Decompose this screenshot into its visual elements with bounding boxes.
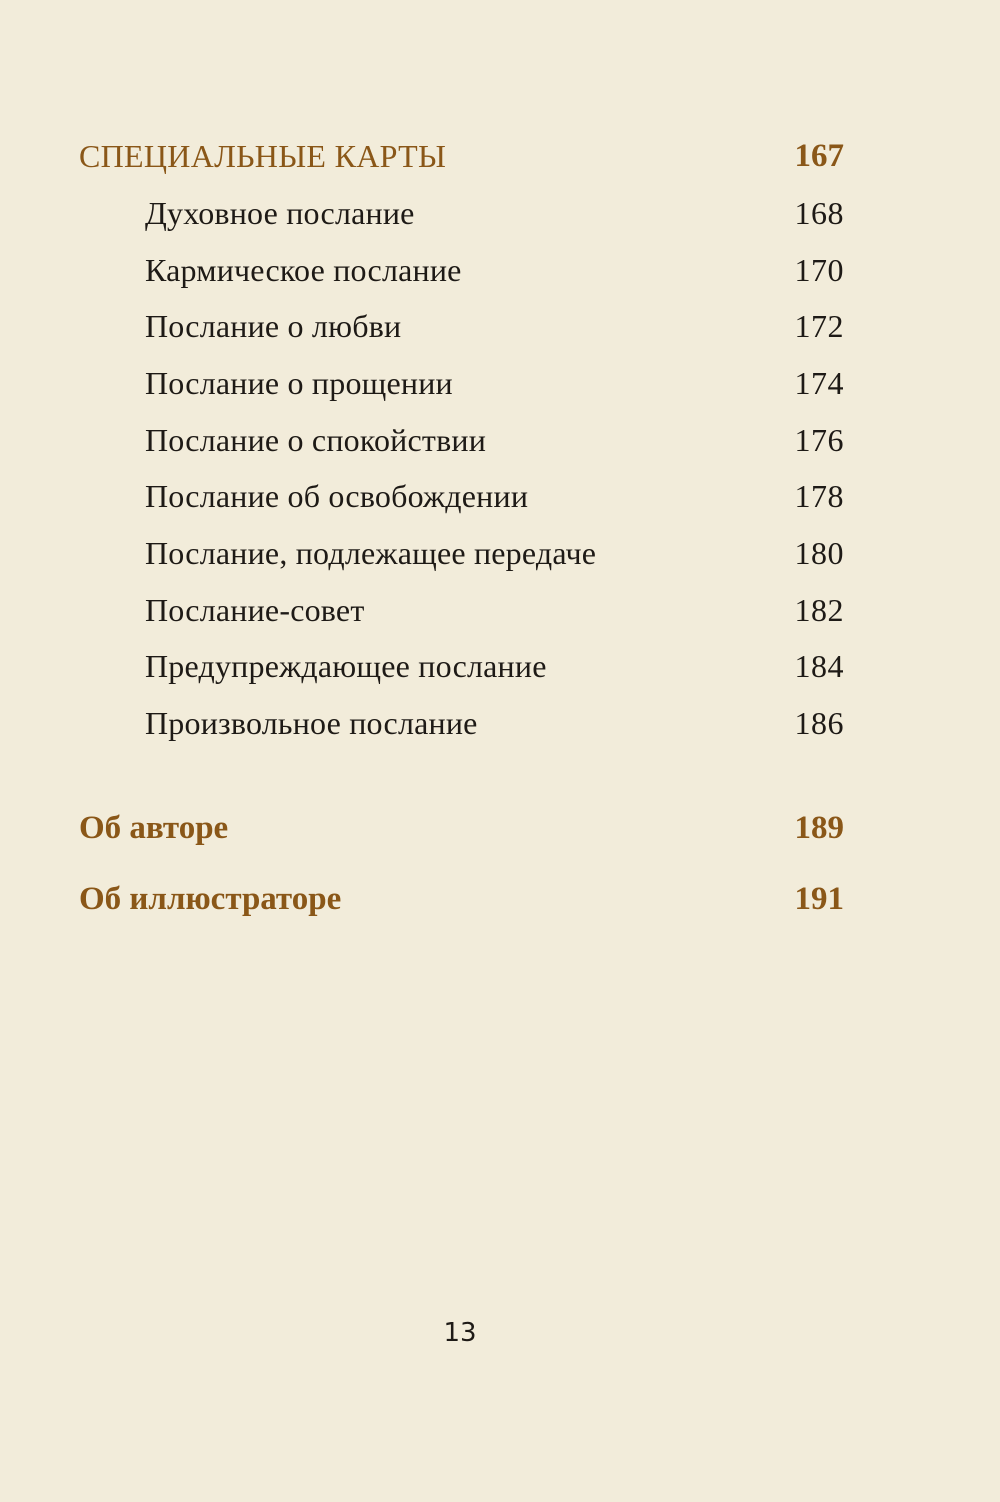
- toc-entry-page-number: 172: [794, 308, 844, 344]
- toc-entry-title: Предупреждающее послание: [145, 648, 547, 684]
- toc-entry-page-number: 182: [794, 592, 844, 628]
- toc-entry-page-number: 168: [794, 195, 844, 231]
- toc-entry[interactable]: [0, 417, 1000, 467]
- toc-entry-page-number: 176: [794, 422, 844, 458]
- toc-entry[interactable]: [0, 587, 1000, 637]
- toc-section-special-cards[interactable]: [0, 133, 1000, 183]
- toc-entry[interactable]: [0, 643, 1000, 693]
- toc-entry-page-number: 186: [794, 705, 844, 741]
- toc-entry[interactable]: [0, 190, 1000, 240]
- toc-entry-title: Произвольное послание: [145, 705, 478, 741]
- toc-entry-title: Послание о любви: [145, 308, 402, 344]
- toc-entry[interactable]: [0, 360, 1000, 410]
- toc-section-about-illustrator[interactable]: [0, 876, 1000, 926]
- toc-entry-title: Духовное послание: [145, 195, 415, 231]
- toc-entry-title: Послание-совет: [145, 592, 365, 628]
- toc-entry-title: Послание о спокойствии: [145, 422, 487, 458]
- toc-entry-page-number: 184: [794, 648, 844, 684]
- toc-entry-page-number: 178: [794, 478, 844, 514]
- toc-entry-title: Послание о прощении: [145, 365, 453, 401]
- toc-section-title: СПЕЦИАЛЬНЫЕ КАРТЫ: [79, 138, 447, 174]
- toc-entry-page-number: 174: [794, 365, 844, 401]
- toc-entry[interactable]: [0, 247, 1000, 297]
- toc-entry[interactable]: [0, 303, 1000, 353]
- toc-entry[interactable]: [0, 530, 1000, 580]
- toc-entry-page-number: 180: [794, 535, 844, 571]
- toc-entry-title: Кармическое послание: [145, 252, 462, 288]
- toc-section-page-number: 167: [794, 138, 844, 174]
- toc-entry-page-number: 170: [794, 252, 844, 288]
- toc-section-page-number: 189: [794, 810, 844, 846]
- toc-entry-title: Послание, подлежащее передаче: [145, 535, 597, 571]
- toc-entry[interactable]: [0, 700, 1000, 750]
- toc-section-title: Об авторе: [79, 810, 229, 846]
- toc-entry-title: Послание об освобождении: [145, 478, 529, 514]
- toc-section-about-author[interactable]: [0, 805, 1000, 855]
- toc-section-title: Об иллюстраторе: [79, 881, 342, 917]
- toc-section-page-number: 191: [794, 881, 844, 917]
- page-number: 13: [443, 1318, 477, 1348]
- toc-entry[interactable]: [0, 473, 1000, 523]
